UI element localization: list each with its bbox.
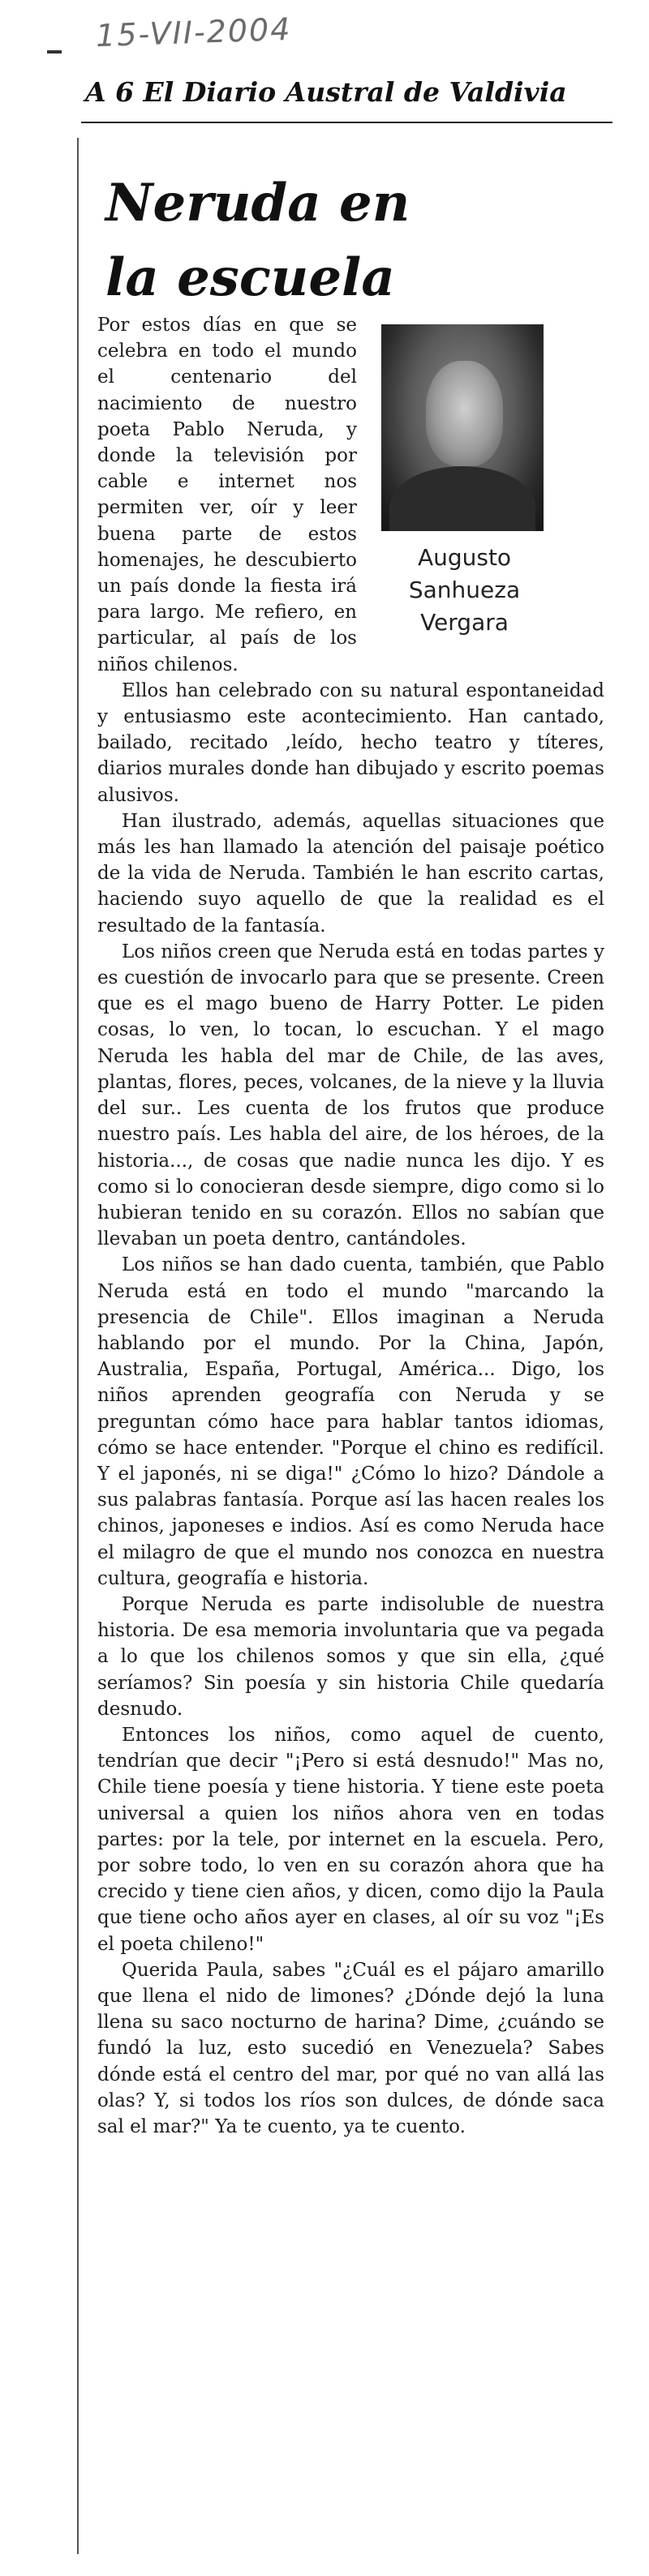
paragraph-1: Por estos días en que se celebra en todo el mundo el centenario del nacimiento de nuestro poeta Pablo Neruda, y donde la televisión por cable e internet nos permiten ver, oír y leer buena parte de estos homenajes, he descubierto un país donde la fiesta irá para largo. Me refiero, en particular, al país de los niños chilenos. <box>97 315 357 675</box>
paragraph-5: Los niños se han dado cuenta, también, que Pablo Neruda está en todo el mundo "marcando la presencia de Chile". Ellos imaginan a Neruda hablando por el mundo. Por la China, Japón, Australia, España, Portugal, América... Digo, los niños aprenden geografía con Neruda y se preguntan cómo hace para hablar tantos idiomas, cómo se hace entender. "Porque el chino es redifícil. Y el japonés, ni se diga!" ¿Cómo lo hizo? Dándole a sus palabras fantasía. Porque así las hacen reales los chinos, japoneses e indios. Así es como Neruda hace el milagro de que el mundo nos conozca en nuestra cultura, geografía e historia. <box>97 1254 604 1589</box>
headline-line-2: la escuela <box>105 247 395 308</box>
author-last-name-1: Sanhueza <box>408 576 521 603</box>
paragraph-8: Querida Paula, sabes "¿Cuál es el pájaro amarillo que llena el nido de limones? ¿Dónde dejó la luna llena su saco nocturno de harina? Dime, ¿cuándo se fundó la luz, esto sucedió en Venezuela? Sabes dónde está el centro del mar, por qué no van allá las olas? Y, si todos los ríos son dulces, de dónde saca sal el mar?" Ya te cuento, ya te cuento. <box>97 1959 604 2138</box>
headline <box>105 166 410 315</box>
dash-mark <box>47 50 62 54</box>
photo-gap <box>365 312 604 657</box>
paragraph-4: Los niños creen que Neruda está en todas partes y es cuestión de invocarlo para que se presente. Creen que es el mago bueno de Harry Potter. Le piden cosas, lo ven, lo tocan, lo escuchan. Y el mago Neruda les habla del mar de Chile, de las aves, plantas, flores, peces, volcanes, de la nieve y la lluvia del sur.. Les cuenta de los frutos que produce nuestro país. Les habla del aire, de los héroes, de la historia..., de cosas que nadie nunca les dijo. Y es como si lo conocieran desde siempre, digo como si lo hubieran tenido en su corazón. Ellos no sabían que llevaban un poeta dentro, cantándoles. <box>97 941 604 1250</box>
headline-line-1: Neruda en <box>105 173 410 234</box>
paragraph-7: Entonces los niños, como aquel de cuento, tendrían que decir "¡Pero si está desnudo!" Mas no, Chile tiene poesía y tiene historia. Y tiene este poeta universal a quien los niños ahora ven en todas partes: por la tele, por internet en la escuela. Pero, por sobre todo, lo ven en su corazón ahora que ha crecido y tiene cien años, y dicen, como dijo la Paula que tiene ocho años ayer en clases, al oír su voz "¡Es el poeta chileno!" <box>97 1724 604 1955</box>
author-first-name: Augusto <box>417 544 512 571</box>
handwritten-date: 15-VII-2004 <box>95 11 293 54</box>
article-body <box>97 312 604 2140</box>
header-rule <box>81 122 612 123</box>
paragraph-2: Ellos han celebrado con su natural espontaneidad y entusiasmo este acontecimiento. Han cantado, bailado, recitado ,leído, hecho teatro y títeres, diarios murales donde han dibujado y escrito poemas alusivos. <box>97 679 604 806</box>
author-last-name-2: Vergara <box>420 609 509 636</box>
newspaper-header: A 6 El Diario Austral de Valdivia <box>85 76 567 108</box>
paragraph-3: Han ilustrado, además, aquellas situaciones que más les han llamado la atención del paisaje poético de la vida de Neruda. También le han escrito cartas, haciendo suyo aquello de que la realidad es el resultado de la fantasía. <box>97 810 604 937</box>
paragraph-6: Porque Neruda es parte indisoluble de nuestra historia. De esa memoria involuntaria que va pegada a lo que los chilenos somos y que sin ella, ¿qué seríamos? Sin poesía y sin historia Chile quedaría desnudo. <box>97 1593 604 1720</box>
column-rule <box>77 138 79 2554</box>
